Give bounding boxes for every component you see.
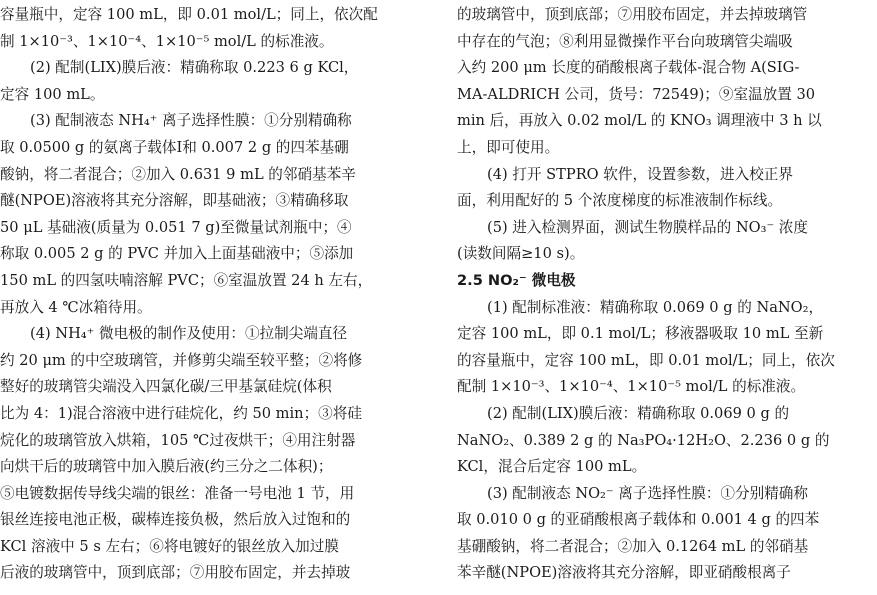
text-line: 取 0.0500 g 的氨离子载体Ⅰ和 0.007 2 g 的四苯基硼: [0, 138, 349, 156]
text-line: (5) 进入检测界面，测试生物膜样品的 NO₃⁻ 浓度: [487, 218, 808, 236]
left-column: [0, 2, 424, 587]
text-line: 制 1×10⁻³、1×10⁻⁴、1×10⁻⁵ mol/L 的标准液。: [0, 32, 334, 50]
text-line: KCl，混合后定容 100 mL。: [457, 458, 647, 476]
text-line: (2) 配制(LIX)膜后液：精确称取 0.069 0 g 的: [487, 404, 790, 422]
text-line: 后液的玻璃管中，顶到底部；⑦用胶布固定，并去掉玻: [0, 564, 351, 582]
text-line: 容量瓶中，定容 100 mL，即 0.01 mol/L；同上，依次配: [0, 6, 378, 23]
right-column: [457, 2, 876, 587]
section-heading: 2.5 NO₂⁻ 微电极: [457, 271, 576, 289]
text-line: 入约 200 μm 长度的硝酸根离子载体-混合物 A(SIG-: [457, 59, 800, 77]
text-line: 整好的玻璃管尖端没入四氯化碳/三甲基氯硅烷(体积: [0, 378, 332, 396]
text-line: (3) 配制液态 NH₄⁺ 离子选择性膜：①分别精确称: [30, 112, 352, 130]
text-line: (4) NH₄⁺ 微电极的制作及使用：①拉制尖端直径: [30, 325, 348, 343]
text-line: 50 μL 基础液(质量为 0.051 7 g)至微量试剂瓶中；④: [0, 218, 352, 236]
text-line: 银丝连接电池正极，碳棒连接负极，然后放入过饱和的: [0, 511, 351, 529]
text-line: 酸钠，将二者混合；②加入 0.631 9 mL 的邻硝基苯辛: [0, 165, 356, 183]
text-line: 150 mL 的四氢呋喃溶解 PVC；⑥室温放置 24 h 左右，: [0, 271, 373, 289]
text-line: 基硼酸钠，将二者混合；②加入 0.1264 mL 的邻硝基: [457, 537, 809, 555]
text-line: 定容 100 mL。: [0, 85, 105, 103]
text-line: (4) 打开 STPRO 软件，设置参数，进入校正界: [487, 165, 793, 183]
text-line: MA-ALDRICH 公司，货号：72549)；⑨室温放置 30: [457, 85, 816, 103]
text-line: (3) 配制液态 NO₂⁻ 离子选择性膜：①分别精确称: [487, 484, 808, 502]
text-line: 约 20 μm 的中空玻璃管，并修剪尖端至较平整；②将修: [0, 351, 363, 369]
text-line: 烷化的玻璃管放入烘箱，105 ℃过夜烘干；④用注射器: [0, 431, 356, 449]
text-line: 比为 4：1)混合溶液中进行硅烷化，约 50 min；③将硅: [0, 404, 362, 422]
text-line: KCl 溶液中 5 s 左右；⑥将电镀好的银丝放入加过膜: [0, 537, 339, 555]
text-line: ⑤电镀数据传导线尖端的银丝：准备一号电池 1 节，用: [0, 484, 355, 502]
text-line: 的玻璃管中，顶到底部；⑦用胶布固定，并去掉玻璃管: [457, 6, 808, 23]
text-line: 定容 100 mL，即 0.1 mol/L；移液器吸取 10 mL 至新: [457, 325, 824, 343]
text-line: 再放入 4 ℃冰箱待用。: [0, 298, 152, 316]
text-line: (2) 配制(LIX)膜后液：精确称取 0.223 6 g KCl，: [30, 59, 359, 77]
text-line: 的容量瓶中，定容 100 mL，即 0.01 mol/L；同上，依次: [457, 351, 835, 369]
text-line: (读数间隔≥10 s)。: [457, 245, 585, 263]
text-line: 面，利用配好的 5 个浓度梯度的标准液制作标线。: [457, 192, 783, 210]
text-line: 取 0.010 0 g 的亚硝酸根离子载体和 0.001 4 g 的四苯: [457, 511, 820, 529]
text-line: 称取 0.005 2 g 的 PVC 并加入上面基础液中；⑤添加: [0, 245, 354, 263]
text-line: min 后，再放入 0.02 mol/L 的 KNO₃ 调理液中 3 h 以: [457, 112, 822, 130]
text-line: 醚(NPOE)溶液将其充分溶解，即基础液；③精确移取: [0, 192, 349, 210]
text-line: 向烘干后的玻璃管中加入膜后液(约三分之二体积)；: [0, 458, 333, 476]
text-line: 苯辛醚(NPOE)溶液将其充分溶解，即亚硝酸根离子: [457, 564, 791, 582]
text-line: 中存在的气泡；⑧利用显微操作平台向玻璃管尖端吸: [457, 32, 793, 50]
text-line: 上，即可使用。: [457, 138, 560, 156]
text-line: NaNO₂、0.389 2 g 的 Na₃PO₄·12H₂O、2.236 0 g 的: [457, 431, 830, 449]
text-line: (1) 配制标准液：精确称取 0.069 0 g 的 NaNO₂，: [487, 298, 824, 316]
text-line: 配制 1×10⁻³、1×10⁻⁴、1×10⁻⁵ mol/L 的标准液。: [457, 378, 806, 396]
